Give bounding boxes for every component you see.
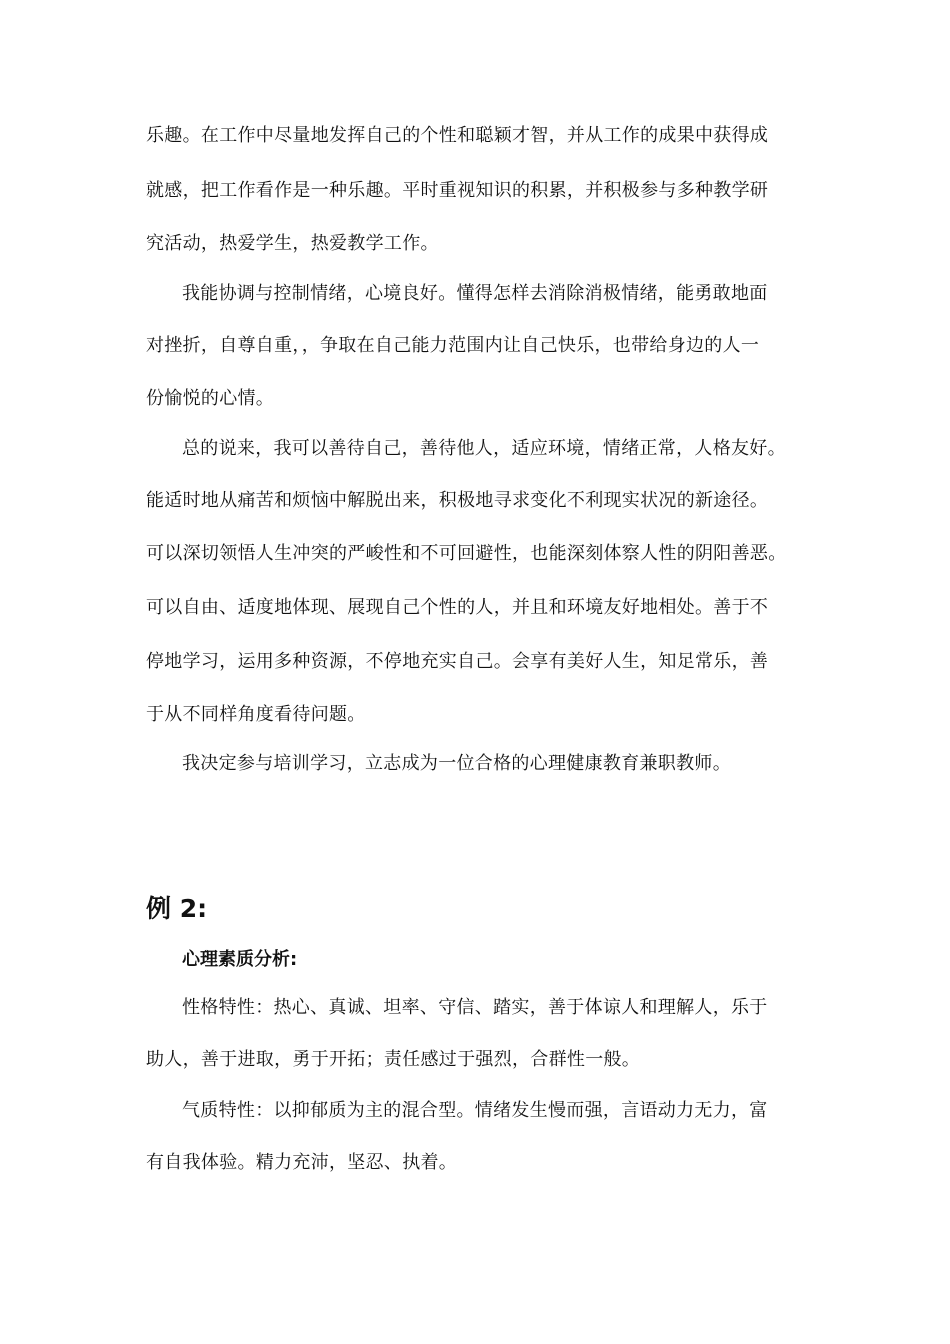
paragraph-line: 总的说来，我可以善待自己，善待他人，适应环境，情绪正常，人格友好。 <box>182 438 786 459</box>
section-heading: 例 2: <box>146 894 208 923</box>
paragraph-line: 就感，把工作看作是一种乐趣。平时重视知识的积累，并积极参与多种教学研 <box>146 180 769 201</box>
paragraph-line: 助人，善于进取，勇于开拓；责任感过于强烈，合群性一般。 <box>146 1049 641 1070</box>
paragraph-line: 我能协调与控制情绪，心境良好。懂得怎样去消除消极情绪，能勇敢地面 <box>182 283 768 304</box>
paragraph-line: 有自我体验。精力充沛，坚忍、执着。 <box>146 1152 458 1173</box>
paragraph-line: 性格特性：热心、真诚、坦率、守信、踏实，善于体谅人和理解人，乐于 <box>182 997 768 1018</box>
paragraph-line: 可以深切领悟人生冲突的严峻性和不可回避性，也能深刻体察人性的阴阳善恶。 <box>146 543 787 564</box>
paragraph-line: 停地学习，运用多种资源，不停地充实自己。会享有美好人生，知足常乐，善 <box>146 651 769 672</box>
paragraph-line: 于从不同样角度看待问题。 <box>146 704 366 725</box>
paragraph-line: 份愉悦的心情。 <box>146 388 275 409</box>
paragraph-line: 究活动，热爱学生，热爱教学工作。 <box>146 233 439 254</box>
section-subheading: 心理素质分析: <box>182 949 298 970</box>
paragraph-line: 可以自由、适度地体现、展现自己个性的人，并且和环境友好地相处。善于不 <box>146 597 769 618</box>
paragraph-line: 乐趣。在工作中尽量地发挥自己的个性和聪颖才智，并从工作的成果中获得成 <box>146 125 769 146</box>
paragraph-line: 能适时地从痛苦和烦恼中解脱出来，积极地寻求变化不利现实状况的新途径。 <box>146 490 769 511</box>
paragraph-line: 气质特性：以抑郁质为主的混合型。情绪发生慢而强，言语动力无力，富 <box>182 1100 768 1121</box>
paragraph-line: 我决定参与培训学习，立志成为一位合格的心理健康教育兼职教师。 <box>182 753 731 774</box>
paragraph-line: 对挫折，自尊自重，，争取在自己能力范围内让自己快乐，也带给身边的人一 <box>146 335 760 356</box>
